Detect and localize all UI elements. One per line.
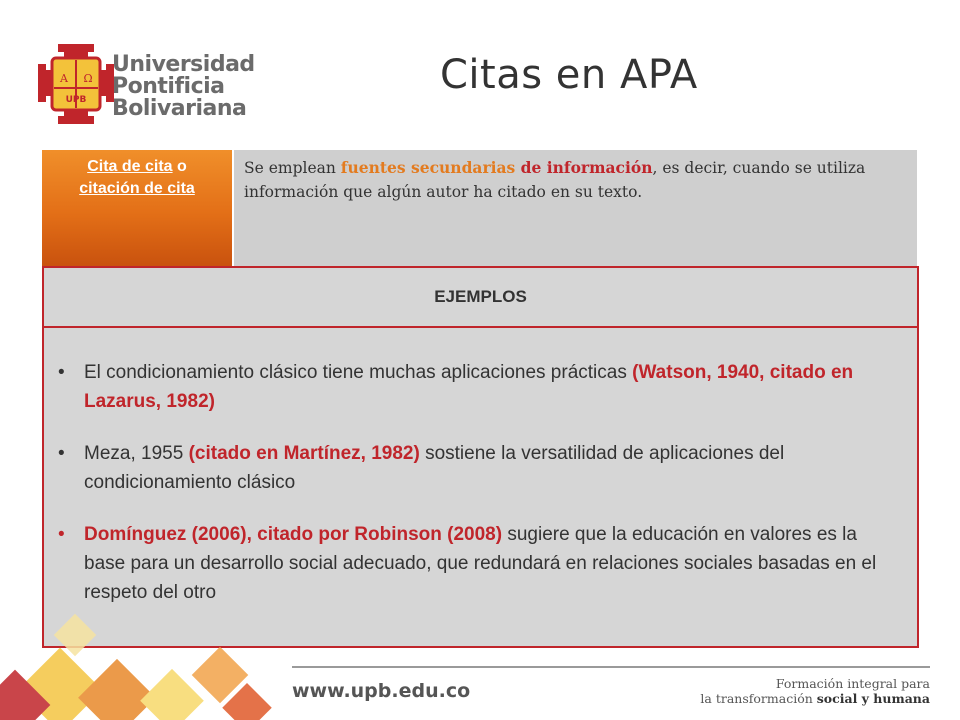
example-3-text: sugiere que la educación en valores es la base para un desarrollo social adecuado, que redundará en relaciones sociales basadas en el respeto del otro: [84, 524, 877, 603]
upb-shield-icon: [38, 44, 114, 124]
term-connector: o: [172, 158, 187, 175]
bullet: •: [58, 524, 65, 545]
definition-text-cell: [234, 150, 917, 266]
footer-website-link[interactable]: www.upb.edu.co: [292, 680, 471, 702]
example-2-text-a: Meza, 1955: [84, 443, 189, 464]
logo-line-3: Bolivariana: [112, 96, 247, 121]
definition-text-1: Se emplean: [244, 159, 341, 177]
slogan-line-1: Formación integral para: [775, 676, 930, 691]
shield-letter-omega: Ω: [83, 72, 93, 85]
shield-letter-alpha: A: [60, 72, 68, 85]
slogan-line-2a: la transformación: [700, 691, 817, 706]
definition-highlight-red: de información: [515, 158, 653, 177]
examples-header: EJEMPLOS: [42, 266, 919, 328]
example-1-text: El condicionamiento clásico tiene muchas aplicaciones prácticas: [84, 362, 633, 383]
footer-divider: [292, 666, 930, 668]
logo-line-1: Universidad: [112, 52, 255, 77]
example-item-1: [58, 358, 898, 416]
slogan-line-2: [700, 691, 930, 706]
logo-line-2: Pontificia: [112, 74, 225, 99]
example-1-citation: (Watson, 1940, citado en Lazarus, 1982): [84, 362, 854, 412]
slogan-line-2b: social y humana: [816, 691, 930, 706]
decorative-diamonds: [0, 560, 300, 720]
example-item-2: [58, 439, 898, 497]
term-link-citacion[interactable]: citación de cita: [79, 180, 195, 197]
bullet: •: [58, 443, 65, 464]
logo-wordmark: [112, 54, 255, 120]
term-link-cita-de-cita[interactable]: Cita de cita: [87, 158, 173, 175]
example-2-citation: (citado en Martínez, 1982): [188, 443, 420, 464]
definition-highlight-orange: fuentes secundarias: [340, 158, 516, 177]
slide-title: Citas en APA: [440, 52, 698, 98]
footer-slogan: [700, 676, 930, 706]
example-3-citation: Domínguez (2006), citado por Robinson (2008): [84, 524, 503, 545]
bullet: •: [58, 362, 65, 383]
example-2-text-b: sostiene la versatilidad de aplicaciones del condicionamiento clásico: [84, 443, 785, 493]
shield-letters-upb: UPB: [65, 95, 87, 105]
definition-term-cell: [42, 150, 232, 266]
definition-text-2: , es decir, cuando se utiliza información que algún autor ha citado en su texto.: [244, 159, 866, 201]
